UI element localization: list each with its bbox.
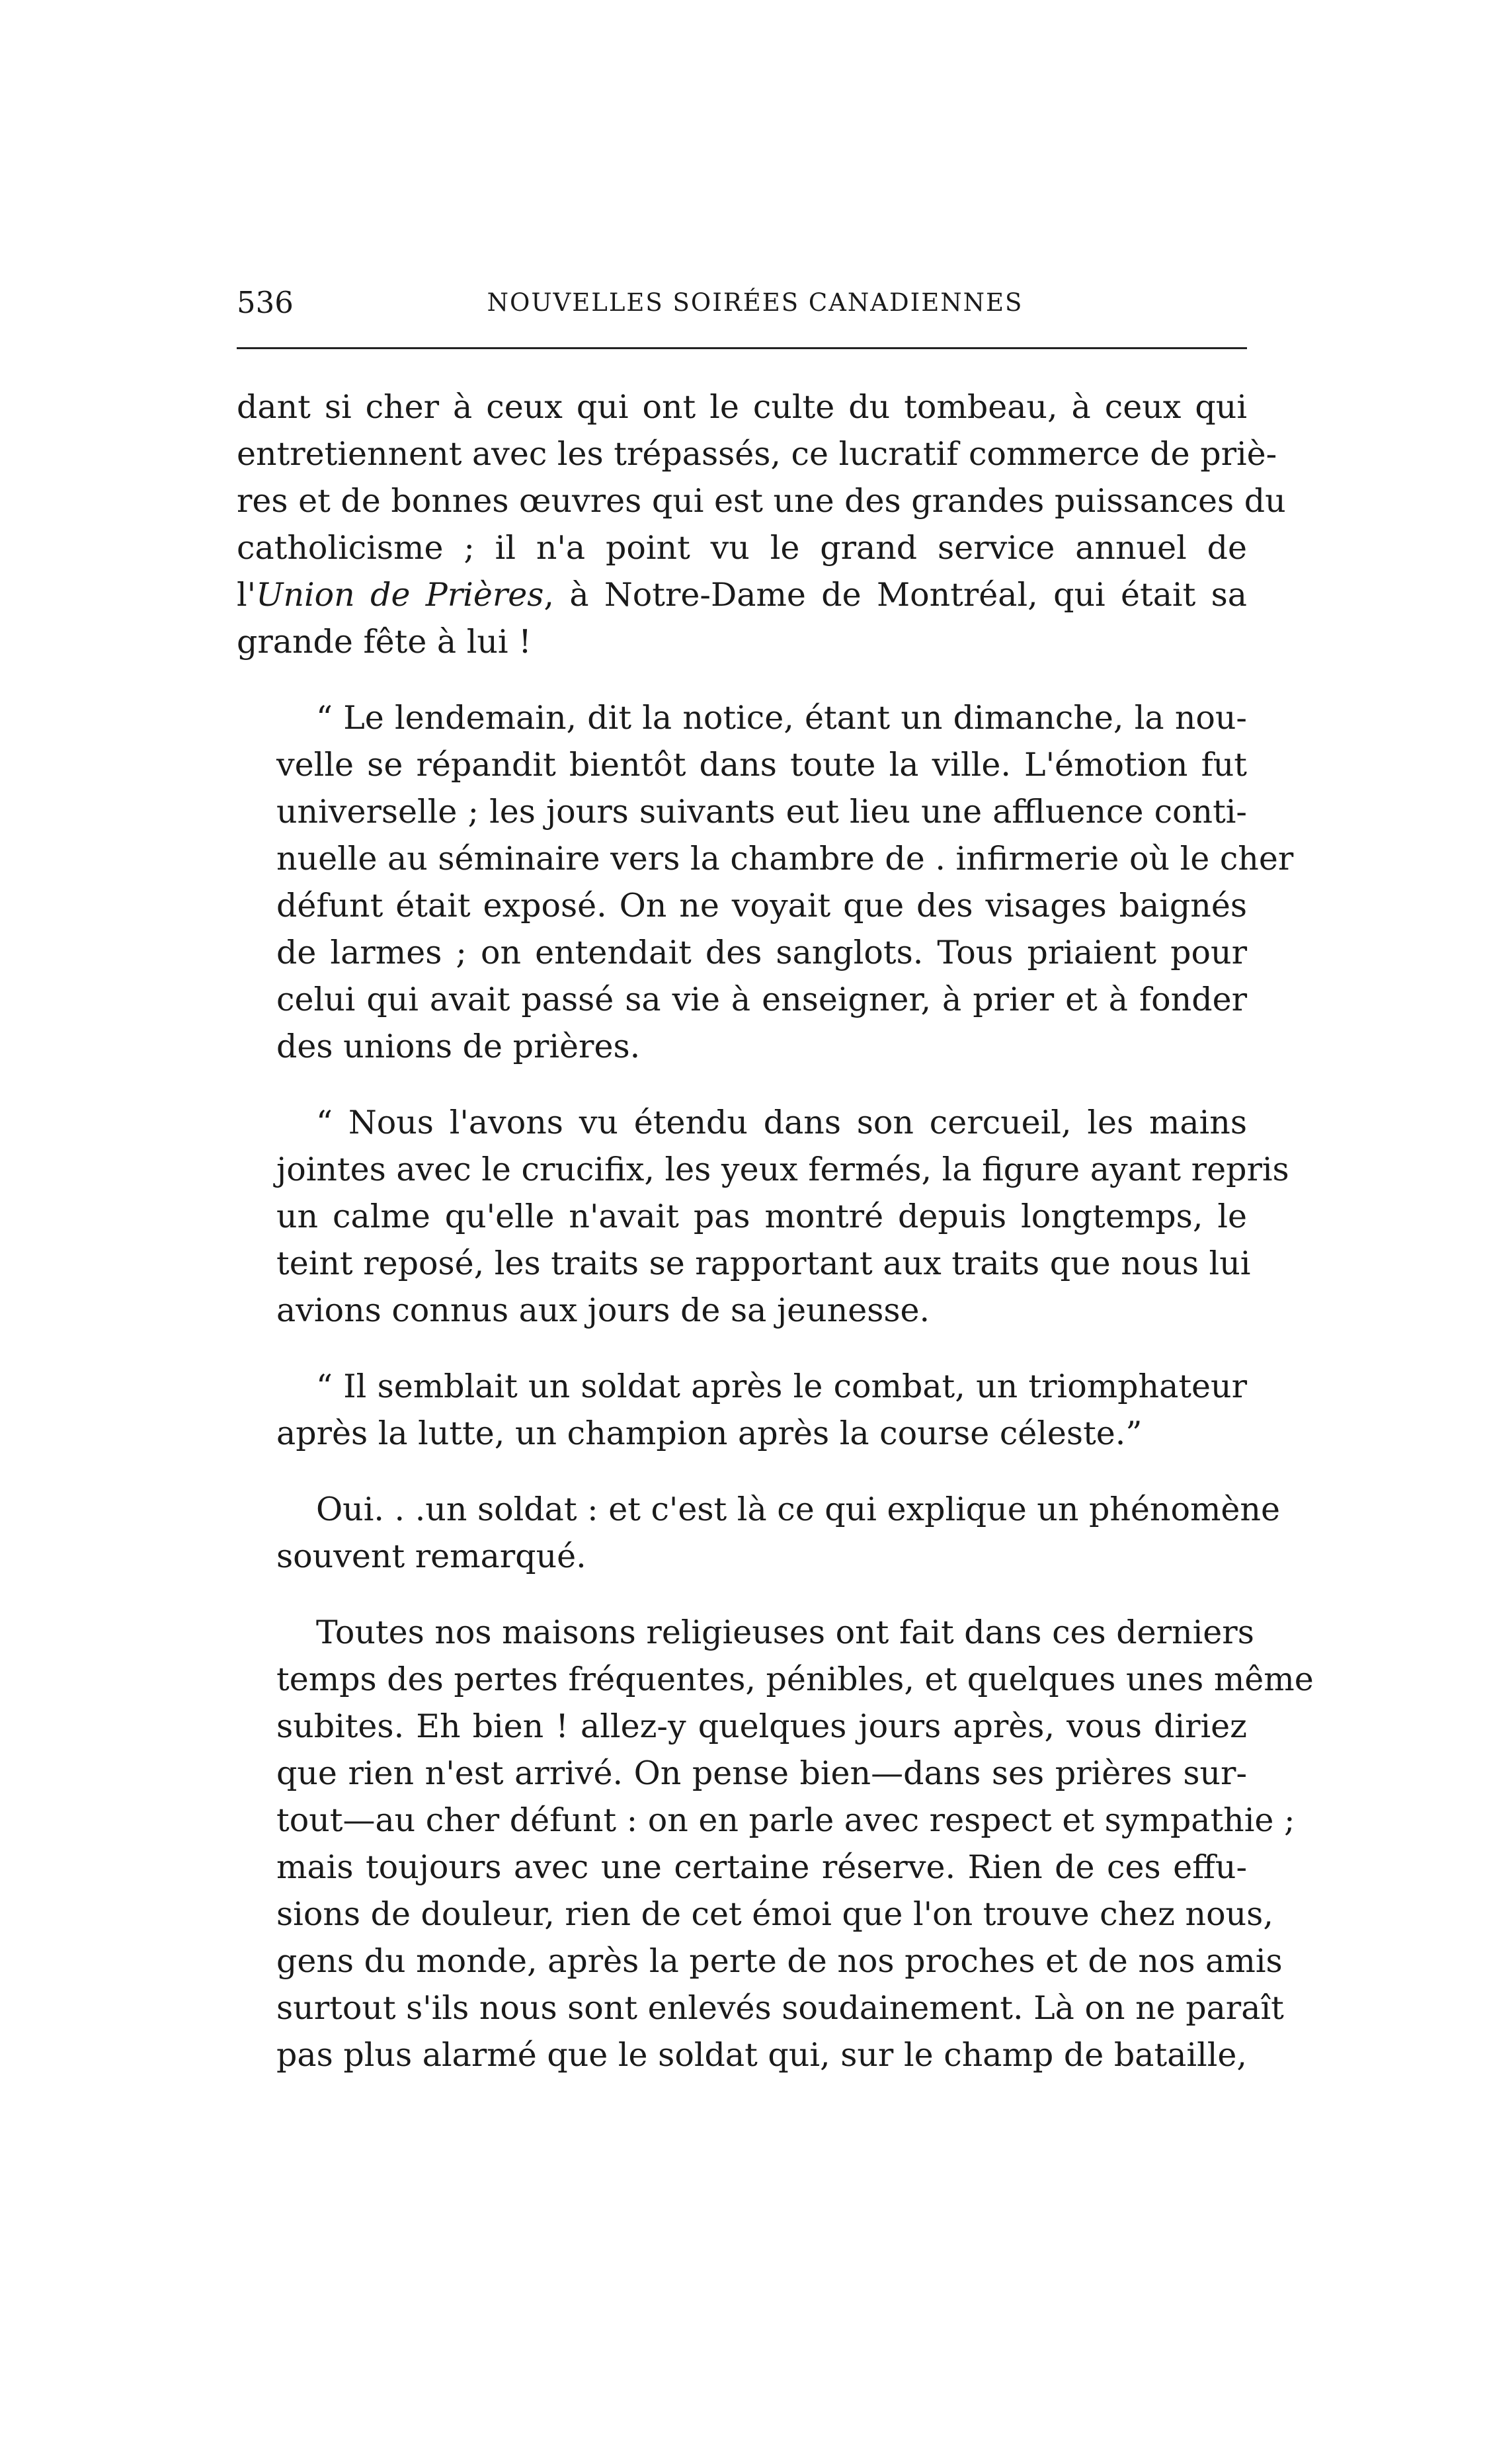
text-line: “ Il semblait un soldat après le combat, un triomphateur bbox=[316, 1368, 1247, 1405]
text-line: Oui. . .un soldat : et c'est là ce qui explique un phénomène bbox=[316, 1491, 1280, 1528]
text-line: entretiennent avec les trépassés, ce lucratif commerce de priè- bbox=[237, 435, 1277, 473]
text-line: jointes avec le crucifix, les yeux fermés, la figure ayant repris bbox=[276, 1151, 1289, 1188]
body-text bbox=[237, 384, 1314, 2078]
text-line: de larmes ; on entendait des sanglots. Tous priaient pour bbox=[276, 934, 1247, 971]
text-line: catholicisme ; il n'a point vu le grand service annuel de bbox=[237, 529, 1247, 567]
text-line: souvent remarqué. bbox=[276, 1538, 586, 1575]
text-line: dant si cher à ceux qui ont le culte du tombeau, à ceux qui bbox=[237, 388, 1247, 426]
text-line: pas plus alarmé que le soldat qui, sur le champ de bataille, bbox=[276, 2036, 1247, 2074]
paragraph-3 bbox=[237, 1099, 1289, 1334]
header-rule bbox=[237, 347, 1247, 349]
text-line: universelle ; les jours suivants eut lieu une affluence conti- bbox=[276, 793, 1247, 831]
text-line: grande fête à lui ! bbox=[237, 623, 532, 661]
text-line: Toutes nos maisons religieuses ont fait dans ces derniers bbox=[316, 1614, 1254, 1651]
text-fragment: , à Notre-Dame de Montréal, qui était sa bbox=[543, 576, 1247, 614]
text-line: teint reposé, les traits se rapportant aux traits que nous lui bbox=[276, 1245, 1251, 1282]
text-line bbox=[237, 571, 1247, 618]
italic-title: Union de Prières bbox=[256, 576, 544, 614]
text-line: res et de bonnes œuvres qui est une des grandes puissances du bbox=[237, 482, 1286, 520]
paragraph-1 bbox=[237, 384, 1286, 665]
text-line: avions connus aux jours de sa jeunesse. bbox=[276, 1292, 930, 1329]
text-fragment: l' bbox=[237, 576, 257, 614]
text-line: celui qui avait passé sa vie à enseigner, à prier et à fonder bbox=[276, 981, 1247, 1018]
text-line: velle se répandit bientôt dans toute la ville. L'émotion fut bbox=[276, 746, 1247, 784]
text-line: après la lutte, un champion après la course céleste.” bbox=[276, 1415, 1143, 1452]
text-line: nuelle au séminaire vers la chambre de . infirmerie où le cher bbox=[276, 840, 1294, 878]
page-number: 536 bbox=[237, 285, 294, 320]
running-head: NOUVELLES SOIRÉES CANADIENNES bbox=[487, 288, 1024, 317]
text-line: tout—au cher défunt : on en parle avec respect et sympathie ; bbox=[276, 1801, 1295, 1839]
text-line: surtout s'ils nous sont enlevés soudainement. Là on ne paraît bbox=[276, 1989, 1284, 2027]
text-line: défunt était exposé. On ne voyait que des visages baignés bbox=[276, 887, 1247, 924]
paragraph-2 bbox=[237, 694, 1294, 1070]
page-header bbox=[237, 283, 1247, 323]
text-line: sions de douleur, rien de cet émoi que l'on trouve chez nous, bbox=[276, 1895, 1273, 1933]
paragraph-5 bbox=[237, 1486, 1280, 1580]
text-line: un calme qu'elle n'avait pas montré depuis longtemps, le bbox=[276, 1198, 1247, 1235]
text-line: temps des pertes fréquentes, pénibles, et quelques unes même bbox=[276, 1661, 1314, 1698]
text-line: mais toujours avec une certaine réserve. Rien de ces effu- bbox=[276, 1848, 1247, 1886]
text-line: que rien n'est arrivé. On pense bien—dans ses prières sur- bbox=[276, 1754, 1247, 1792]
text-line: “ Nous l'avons vu étendu dans son cercueil, les mains bbox=[316, 1104, 1247, 1141]
paragraph-6 bbox=[237, 1609, 1314, 2078]
text-line: “ Le lendemain, dit la notice, étant un dimanche, la nou- bbox=[316, 699, 1247, 737]
text-line: subites. Eh bien ! allez-y quelques jours après, vous diriez bbox=[276, 1707, 1247, 1745]
text-line: gens du monde, après la perte de nos proches et de nos amis bbox=[276, 1942, 1283, 1980]
text-line: des unions de prières. bbox=[276, 1028, 641, 1065]
paragraph-4 bbox=[237, 1363, 1247, 1457]
